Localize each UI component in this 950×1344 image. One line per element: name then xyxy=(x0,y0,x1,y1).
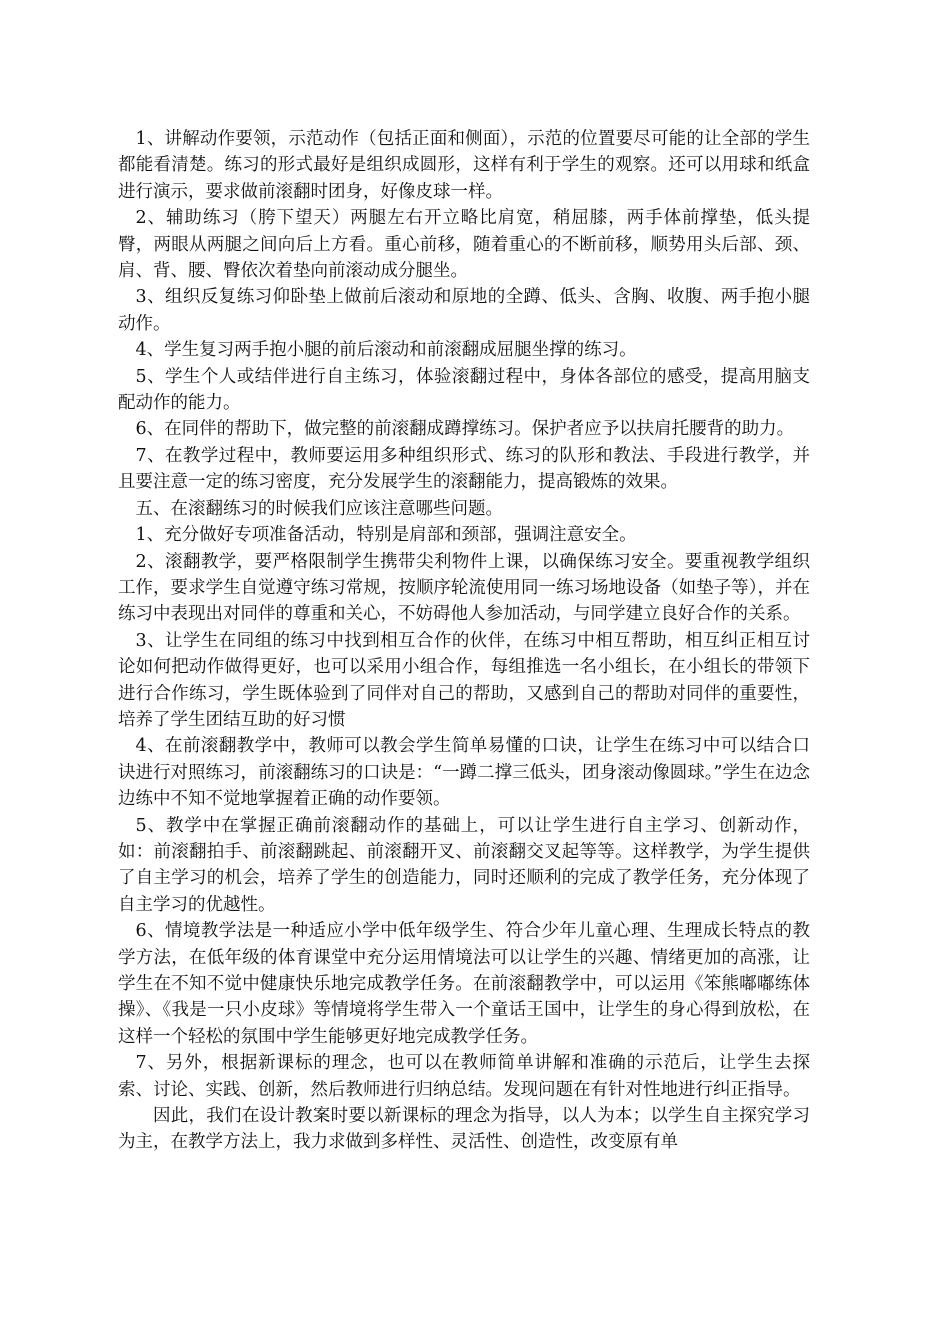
paragraph-4: 4、学生复习两手抱小腿的前后滚动和前滚翻成屈腿坐撑的练习。 xyxy=(135,340,637,361)
paragraph-9: 2、滚翻教学，要严格限制学生携带尖利物件上课，以确保练习安全。要重视教学组织工作，要求学生自觉遵守练习常规，按顺序轮流使用同一练习场地设备（如垫子等），并在练习中表现出对同伴的尊重和关心，不妨碍他人参加活动，与同学建立良好合作的关系。 xyxy=(118,551,810,625)
paragraph-3: 3、组织反复练习仰卧垫上做前后滚动和原地的全蹲、低头、含胸、收腹、两手抱小腿动作。 xyxy=(118,287,810,334)
paragraph-1: 1、讲解动作要领，示范动作（包括正面和侧面），示范的位置要尽可能的让全部的学生都能看清楚。练习的形式最好是组织成圆形，这样有利于学生的观察。还可以用球和纸盒进行演示，要求做前滚翻时团身，好像皮球一样。 xyxy=(118,129,810,202)
paragraph-13: 6、情境教学法是一种适应小学中低年级学生、符合少年儿童心理、生理成长特点的教学方法，在低年级的体育课堂中充分运用情境法可以让学生的兴趣、情绪更加的高涨，让学生在不知不觉中健康快乐地完成教学任务。在前滚翻教学中，可以运用《笨熊嘟嘟练体操》、《我是一只小皮球》等情境将学生带入一个童话王国中，让学生的身心得到放松，在这样一个轻松的氛围中学生能够更好地完成教学任务。 xyxy=(118,921,810,1047)
paragraph-14: 7、另外，根据新课标的理念，也可以在教师简单讲解和准确的示范后，让学生去探索、讨论、实践、创新，然后教师进行归纳总结。发现问题在有针对性地进行纠正指导。 xyxy=(118,1053,810,1100)
paragraph-12: 5、教学中在掌握正确前滚翻动作的基础上，可以让学生进行自主学习、创新动作，如：前滚翻拍手、前滚翻跳起、前滚翻开叉、前滚翻交叉起等等。这样教学，为学生提供了自主学习的机会，培养了学生的创造能力，同时还顺利的完成了教学任务，充分体现了自主学习的优越性。 xyxy=(118,815,810,915)
paragraph-11: 4、在前滚翻教学中，教师可以教会学生简单易懂的口诀，让学生在练习中可以结合口诀进行对照练习，前滚翻练习的口诀是：“一蹲二撑三低头，团身滚动像圆球。”学生在边念边练中不知不觉地掌握着正确的动作要领。 xyxy=(118,736,810,810)
paragraph-2: 2、辅助练习（胯下望天）两腿左右开立略比肩宽，稍屈膝，两手体前撑垫，低头提臀，两眼从两腿之间向后上方看。重心前移，随着重心的不断前移，顺势用头后部、颈、肩、背、腰、臀依次着垫向前滚动成分腿坐。 xyxy=(118,208,810,282)
paragraph-conclusion: 因此，我们在设计教案时要以新课标的理念为指导，以人为本；以学生自主探究学习为主，在教学方法上，我力求做到多样性、灵活性、创造性，改变原有单 xyxy=(118,1106,810,1153)
paragraph-6: 6、在同伴的帮助下，做完整的前滚翻成蹲撑练习。保护者应予以扶肩托腰背的助力。 xyxy=(135,419,795,440)
paragraph-10: 3、让学生在同组的练习中找到相互合作的伙伴，在练习中相互帮助，相互纠正相互讨论如何把动作做得更好，也可以采用小组合作，每组推选一名小组长，在小组长的带领下进行合作练习，学生既体验到了同伴对自己的帮助，又感到自己的帮助对同伴的重要性，培养了学生团结互助的好习惯 xyxy=(118,630,810,730)
section-heading: 五、在滚翻练习的时候我们应该注意哪些问题。 xyxy=(135,498,503,519)
paragraph-5: 5、学生个人或结伴进行自主练习，体验滚翻过程中，身体各部位的感受，提高用脑支配动作的能力。 xyxy=(118,366,810,414)
paragraph-7: 7、在教学过程中，教师要运用多种组织形式、练习的队形和教法、手段进行教学，并且要注意一定的练习密度，充分发展学生的滚翻能力，提高锻炼的效果。 xyxy=(118,445,810,493)
paragraph-8: 1、充分做好专项准备活动，特别是肩部和颈部，强调注意安全。 xyxy=(135,525,637,546)
document-body xyxy=(118,126,810,1156)
